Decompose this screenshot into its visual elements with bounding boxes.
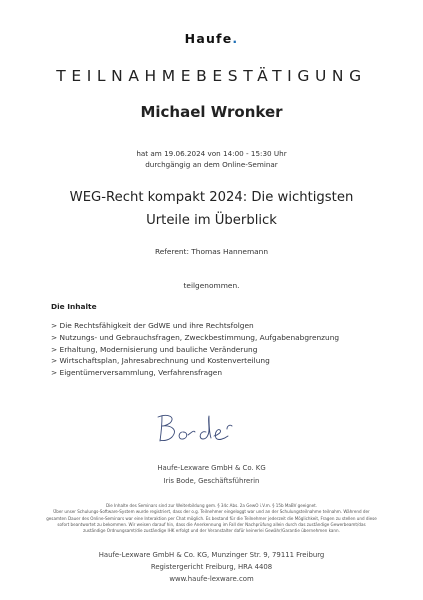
recipient-name: Michael Wronker — [140, 103, 283, 121]
fine-print-line: Über unser Schulungs-Software-System wurde registriert, dass der o.g. Teilnehmer eingeloggt war und an der Schulungsteilnahme teilnahm. Während der — [53, 509, 370, 515]
certificate-title: TEILNAHMEBESTÄTIGUNG — [56, 67, 367, 85]
fine-print-line: Die Inhalte des Seminars sind zur Weiterbildung gem. § 34c Abs. 2a GewO i.V.m. § 15b MaBV geeignet. — [105, 503, 318, 508]
haufe-logo — [0, 31, 423, 46]
course-title-line-1: WEG-Recht kompakt 2024: Die wichtigsten — [69, 190, 354, 205]
participated-line: teilgenommen. — [183, 281, 240, 290]
contents-heading: Die Inhalte — [51, 302, 97, 311]
fine-print-line: sofort beantwortet zu bekommen. Wir weisen darauf hin, dass die Anerkennung im Fall der Nachprüfung allein durch das zuständige Gewerbeamt/das — [57, 521, 366, 527]
contents-item: > Erhaltung, Modernisierung und bauliche Veränderung — [51, 344, 258, 354]
fine-print-line: gesamten Dauer des Online-Seminars war eine Interaktion per Chat möglich. Es bestand für die Teilnehmer jederzeit die Möglichkeit, Fragen zu stellen und diese — [46, 515, 377, 521]
footer-website: www.haufe-lexware.com — [169, 575, 254, 583]
contents-item: > Wirtschaftsplan, Jahresabrechnung und Kostenverteilung — [51, 356, 270, 366]
online-seminar-line: durchgängig an dem Online-Seminar — [145, 160, 278, 169]
footer-register: Registergericht Freiburg, HRA 4408 — [150, 563, 273, 571]
contents-item: > Eigentümerversammlung, Verfahrensfragen — [51, 368, 223, 378]
fine-print — [44, 503, 379, 534]
date-line: hat am 19.06.2024 von 14:00 - 15:30 Uhr — [136, 149, 287, 158]
signatory-name: Iris Bode, Geschäftsführerin — [163, 477, 260, 485]
handwritten-signature — [148, 408, 268, 448]
contents-item: > Nutzungs- und Gebrauchsfragen, Zweckbestimmung, Aufgabenabgrenzung — [51, 332, 340, 342]
contents-list — [51, 320, 339, 379]
logo-text: Haufe — [184, 31, 233, 46]
fine-print-line: zuständige Ordnungsamt/die zuständige IHK erfolgt und der Veranstalter dafür keinerlei Gewähr/Garantie übernehmen kann. — [83, 528, 340, 534]
speaker-line: Referent: Thomas Hannemann — [154, 247, 269, 256]
signatory-company: Haufe-Lexware GmbH & Co. KG — [157, 464, 266, 472]
footer-address: Haufe-Lexware GmbH & Co. KG, Munzinger Str. 9, 79111 Freiburg — [98, 551, 325, 559]
course-title-line-2: Urteile im Überblick — [146, 213, 277, 228]
logo-dot: . — [232, 31, 239, 46]
contents-item: > Die Rechtsfähigkeit der GdWE und ihre Rechtsfolgen — [51, 321, 254, 330]
